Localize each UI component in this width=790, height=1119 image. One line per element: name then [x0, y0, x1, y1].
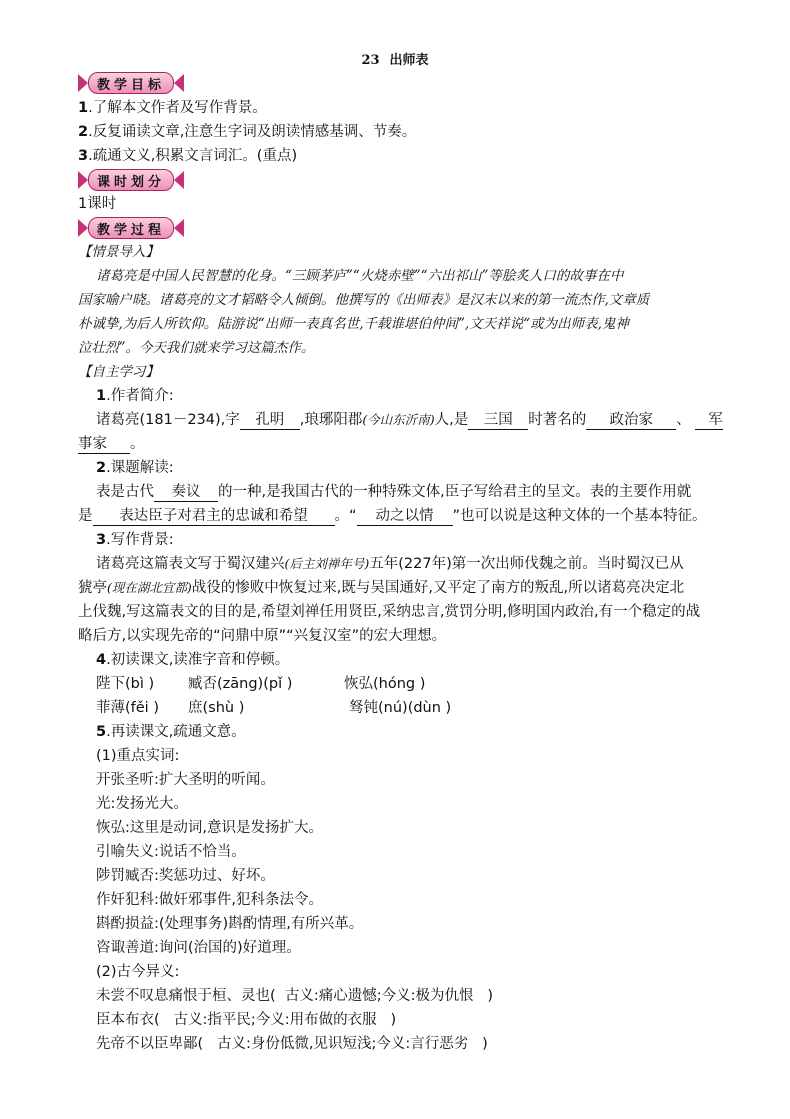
banner-arrow-icon [174, 74, 184, 92]
key-word-item: 引喻失义:说话不恰当。 [96, 844, 246, 860]
diff-item: 臣本布衣( 古义:指平民;今义:用布做的衣服 ) [96, 1012, 397, 1028]
background-line: 略后方,以实现先帝的“问鼎中原”“兴复汉室”的宏大理想。 [78, 628, 447, 644]
banner-teaching-goals [78, 72, 184, 94]
section-heading-self-study: 【自主学习】 [78, 364, 159, 380]
goal-item: 3.疏通文义,积累文言词汇。(重点) [78, 148, 298, 164]
pronunciation-item: 恢弘(hóng ) [344, 676, 426, 692]
pronunciation-item: 菲薄(fěi ) [96, 700, 159, 716]
pronunciation-item: 庶(shù ) [188, 700, 245, 716]
answer-blank: 三国 [468, 411, 528, 430]
diff-item: 先帝不以臣卑鄙( 古义:身份低微,见识短浅;今义:言行恶劣 ) [96, 1036, 488, 1052]
banner-arrow-icon [174, 171, 184, 189]
answer-blank: 孔明 [240, 411, 300, 430]
title-explain-label: 2.课题解读: [96, 460, 174, 476]
key-word-item: 恢弘:这里是动词,意识是发扬扩大。 [96, 820, 323, 836]
answer-blank: 政治家 [586, 411, 676, 430]
diff-item: 未尝不叹息痛恨于桓、灵也( 古义:痛心遗憾;今义:极为仇恨 ) [96, 988, 494, 1004]
author-line: 事家 。 [78, 436, 145, 452]
key-word-item: 陟罚臧否:奖惩功过、好坏。 [96, 868, 275, 884]
banner-arrow-icon [78, 219, 88, 237]
key-word-item: 开张圣听:扩大圣明的听闻。 [96, 772, 275, 788]
banner-arrow-icon [174, 219, 184, 237]
section-heading-intro: 【情景导入】 [78, 244, 159, 260]
background-label: 3.写作背景: [96, 532, 174, 548]
pronunciation-item: 臧否(zāng)(pǐ ) [188, 676, 293, 692]
banner-arrow-icon [78, 171, 88, 189]
key-words-heading: (1)重点实词: [96, 748, 180, 764]
author-label: 1.作者简介: [96, 388, 174, 404]
key-word-item: 作奸犯科:做奸邪事件,犯科条法令。 [96, 892, 323, 908]
author-line: 诸葛亮(181－234),字 孔明 ,琅琊阳郡(今山东沂南)人,是 三国 时著名的 政治家 、 军 [96, 412, 723, 428]
reread-label: 5.再读课文,疏通文意。 [96, 724, 246, 740]
banner-arrow-icon [78, 74, 88, 92]
background-line: 猇亭(现在湖北宜都)战役的惨败中恢复过来,既与吴国通好,又平定了南方的叛乱,所以诸葛亮决定北 [78, 580, 685, 596]
answer-blank: 表达臣子对君主的忠诚和希望 [93, 507, 335, 526]
lesson-title: 出师表 [389, 53, 429, 68]
diff-heading: (2)古今异义: [96, 964, 180, 980]
goal-item: 2.反复诵读文章,注意生字词及朗读情感基调、节奏。 [78, 124, 417, 140]
banner-label: 教学目标 [88, 72, 174, 94]
reading-label: 4.初读课文,读准字音和停顿。 [96, 652, 290, 668]
intro-line: 朴诚挚,为后人所钦仰。陆游说“出师一表真名世,千载谁堪伯仲间”,文天祥说“或为出师表,鬼神 [78, 316, 629, 332]
answer-blank: 动之以情 [357, 507, 453, 526]
background-line: 上伐魏,写这篇表文的目的是,希望刘禅任用贤臣,采纳忠言,赏罚分明,修明国内政治,有一个稳定的战 [78, 604, 701, 620]
pronunciation-item: 驽钝(nú)(dùn ) [349, 700, 452, 716]
lesson-number: 23 [361, 53, 380, 68]
pronunciation-item: 陛下(bì ) [96, 676, 155, 692]
intro-line: 国家喻户晓。诸葛亮的文才韬略令人倾倒。他撰写的《出师表》是汉末以来的第一流杰作,文章质 [78, 292, 650, 308]
banner-label: 教学过程 [88, 217, 174, 239]
key-word-item: 咨诹善道:询问(治国的)好道理。 [96, 940, 301, 956]
background-line: 诸葛亮这篇表文写于蜀汉建兴(后主刘禅年号)五年(227年)第一次出师伐魏之前。当时蜀汉已从 [96, 556, 684, 572]
answer-blank: 军 [695, 411, 723, 430]
class-hours: 1课时 [78, 196, 117, 212]
intro-line: 诸葛亮是中国人民智慧的化身。“三顾茅庐”“火烧赤壁”“六出祁山”等脍炙人口的故事在中 [96, 268, 624, 284]
answer-blank: 事家 [78, 435, 130, 454]
answer-blank: 奏议 [154, 483, 218, 502]
title-explain-line: 表是古代 奏议 的一种,是我国古代的一种特殊文体,臣子写给君主的呈文。表的主要作用就 [96, 484, 692, 500]
page-title [0, 49, 790, 68]
banner-class-hours [78, 169, 184, 191]
key-word-item: 光:发扬光大。 [96, 796, 188, 812]
banner-teaching-process [78, 217, 184, 239]
goal-item: 1.了解本文作者及写作背景。 [78, 100, 267, 116]
title-explain-line: 是 表达臣子对君主的忠诚和希望 。“ 动之以情 ”也可以说是这种文体的一个基本特征。 [78, 508, 707, 524]
banner-label: 课时划分 [88, 169, 174, 191]
key-word-item: 斟酌损益:(处理事务)斟酌情理,有所兴革。 [96, 916, 364, 932]
intro-line: 泣壮烈”。今天我们就来学习这篇杰作。 [78, 340, 315, 356]
